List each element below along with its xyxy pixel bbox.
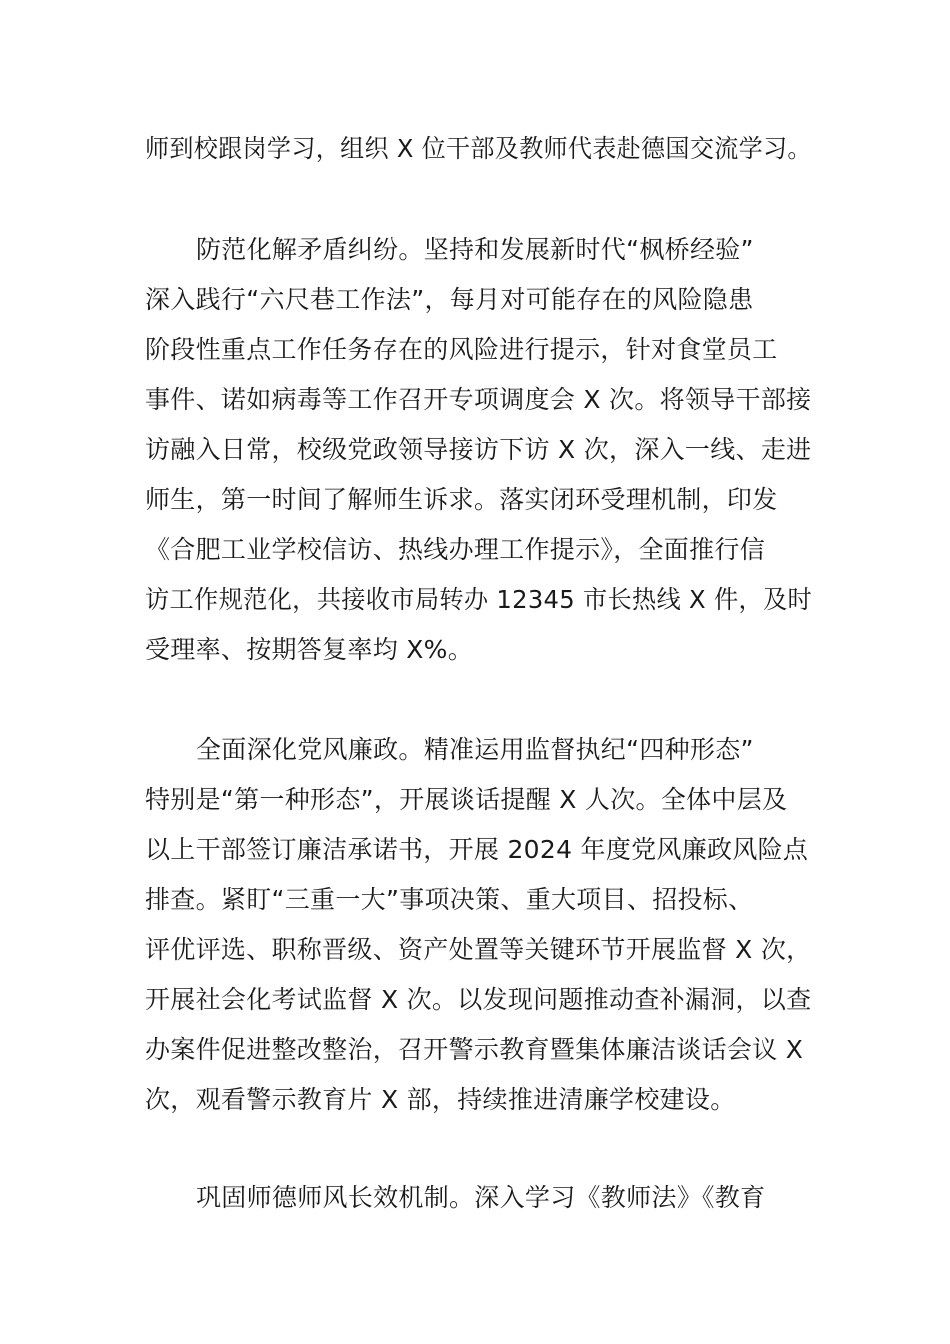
paragraph-2-line-5: 访融入日常，校级党政领导接访下访 X 次，深入一线、走进 — [145, 435, 812, 464]
paragraph-2-line-6: 师生，第一时间了解师生诉求。落实闭环受理机制，印发 — [145, 485, 778, 514]
paragraph-3-line-3: 以上干部签订廉洁承诺书，开展 2024 年度党风廉政风险点 — [145, 835, 809, 864]
paragraph-2-line-8: 访工作规范化，共接收市局转办 12345 市长热线 X 件，及时 — [145, 585, 813, 614]
paragraph-1-line-1: 师到校跟岗学习，组织 X 位干部及教师代表赴德国交流学习。 — [145, 134, 812, 163]
paragraph-2-line-4: 事件、诺如病毒等工作召开专项调度会 X 次。将领导干部接 — [145, 385, 812, 414]
paragraph-2-line-7: 《合肥工业学校信访、热线办理工作提示》，全面推行信 — [145, 535, 766, 564]
paragraph-3-line-6: 开展社会化考试监督 X 次。以发现问题推动查补漏洞，以查 — [145, 985, 812, 1014]
paragraph-3-line-4: 排查。紧盯“三重一大”事项决策、重大项目、招投标、 — [145, 885, 754, 914]
paragraph-2-line-9: 受理率、按期答复率均 X%。 — [145, 635, 474, 664]
paragraph-2-line-3: 阶段性重点工作任务存在的风险进行提示，针对食堂员工 — [145, 335, 778, 364]
paragraph-3-line-8: 次，观看警示教育片 X 部，持续推进清廉学校建设。 — [145, 1085, 736, 1114]
paragraph-2-line-2: 深入践行“六尺巷工作法”，每月对可能存在的风险隐患 — [145, 285, 754, 314]
paragraph-3-line-7: 办案件促进整改整治，召开警示教育暨集体廉洁谈话会议 X — [145, 1035, 804, 1064]
paragraph-3-line-2: 特别是“第一种形态”，开展谈话提醒 X 人次。全体中层及 — [145, 785, 788, 814]
paragraph-3-line-1: 全面深化党风廉政。精准运用监督执纪“四种形态” — [196, 735, 754, 764]
paragraph-4-line-1: 巩固师德师风长效机制。深入学习《教师法》《教育 — [196, 1183, 766, 1212]
paragraph-3-line-5: 评优评选、职称晋级、资产处置等关键环节开展监督 X 次， — [145, 935, 812, 964]
paragraph-2-line-1: 防范化解矛盾纠纷。坚持和发展新时代“枫桥经验” — [196, 235, 754, 264]
